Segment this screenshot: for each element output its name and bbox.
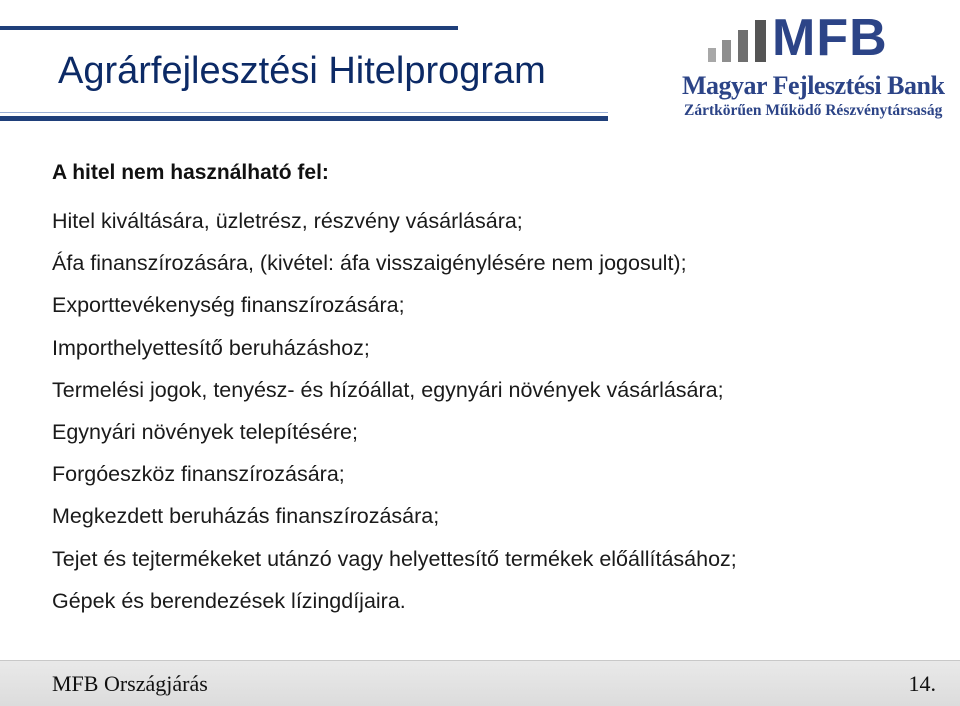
bar-steps-icon xyxy=(708,18,768,62)
page-number: 14. xyxy=(908,671,936,696)
list-item: Áfa finanszírozására, (kivétel: áfa visszaigénylésére nem jogosult); xyxy=(52,251,687,276)
list-item: Tejet és tejtermékeket utánzó vagy helyettesítő termékek előállításához; xyxy=(52,546,737,571)
list-item: Termelési jogok, tenyész- és hízóállat, egynyári növények vásárlására; xyxy=(52,377,724,402)
list-item: Egynyári növények telepítésére; xyxy=(52,419,358,444)
footer-label: MFB Országjárás xyxy=(52,671,208,696)
list-item: Gépek és berendezések lízingdíjaira. xyxy=(52,588,406,613)
title-rule-top xyxy=(0,26,458,30)
content-heading: A hitel nem használható fel: xyxy=(52,161,329,184)
title-rule-bottom-thin xyxy=(0,112,608,113)
list-item: Hitel kiváltására, üzletrész, részvény vásárlására; xyxy=(52,209,523,233)
list-item: Exporttevékenység finanszírozására; xyxy=(52,293,405,318)
logo-subtitle: Zártkörűen Működő Részvénytársaság xyxy=(684,102,943,119)
slide-title: Agrárfejlesztési Hitelprogram xyxy=(58,50,546,92)
logo-name: Magyar Fejlesztési Bank xyxy=(682,71,945,100)
mfb-logo xyxy=(678,6,945,126)
list-item: Importhelyettesítő beruházáshoz; xyxy=(52,335,370,360)
list-item: Megkezdett beruházás finanszírozására; xyxy=(52,504,440,529)
list-item: Forgóeszköz finanszírozására; xyxy=(52,462,345,487)
title-rule-bottom xyxy=(0,116,608,121)
slide-footer xyxy=(0,660,960,706)
logo-mark: MFB xyxy=(772,9,888,67)
restriction-list xyxy=(52,200,952,622)
slide-content xyxy=(52,160,952,622)
